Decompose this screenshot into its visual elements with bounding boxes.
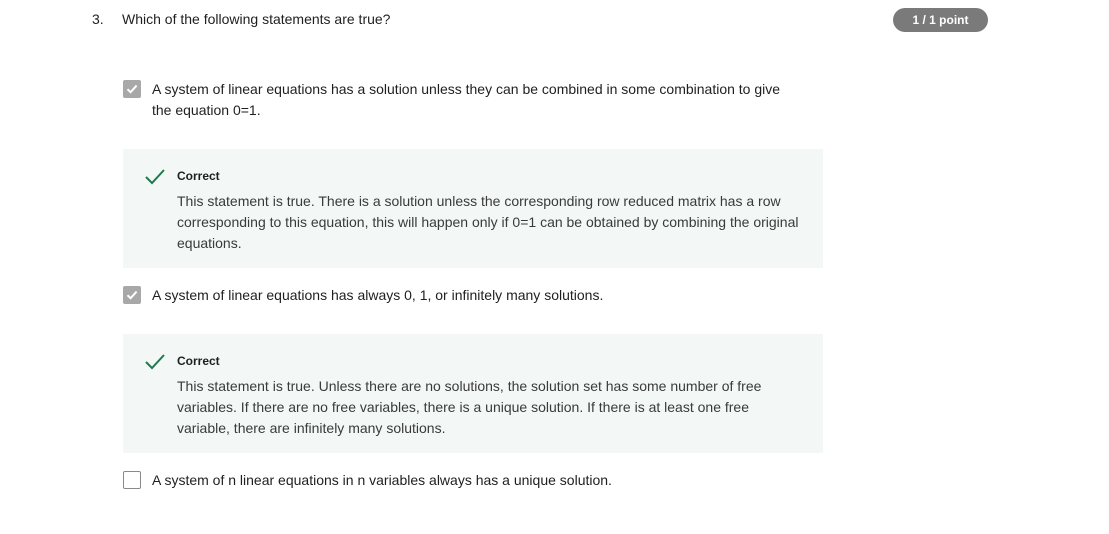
feedback-label: Correct	[177, 169, 220, 183]
answer-option-3[interactable]	[123, 471, 803, 491]
answer-option-text: A system of linear equations has a solution unless they can be combined in some combination to give the equation 0=1.	[152, 81, 781, 118]
answer-option-2[interactable]	[123, 286, 803, 306]
answer-option-text: A system of linear equations has always 0, 1, or infinitely many solutions.	[152, 287, 604, 303]
checkbox-unchecked-icon[interactable]	[123, 471, 141, 489]
checkbox-checked-icon[interactable]	[123, 286, 141, 304]
checkbox-checked-icon[interactable]	[123, 80, 141, 98]
question-text: Which of the following statements are true?	[122, 11, 391, 27]
answer-option-text: A system of n linear equations in n variables always has a unique solution.	[152, 472, 612, 488]
correct-check-icon	[144, 168, 166, 191]
score-badge: 1 / 1 point	[893, 8, 988, 32]
answer-option-1[interactable]	[123, 80, 803, 121]
feedback-explanation: This statement is true. There is a solution unless the corresponding row reduced matrix has a row corresponding to this equation, this will happen only if 0=1 can be obtained by combining the original equations.	[177, 193, 799, 251]
feedback-label: Correct	[177, 354, 220, 368]
feedback-explanation: This statement is true. Unless there are no solutions, the solution set has some number of free variables. If there are no free variables, there is a unique solution. If there is at least one free variable, there are infinitely many solutions.	[177, 378, 762, 436]
feedback-box-2	[123, 334, 823, 453]
feedback-box-1	[123, 149, 823, 268]
question-number: 3.	[92, 11, 104, 27]
correct-check-icon	[144, 353, 166, 376]
